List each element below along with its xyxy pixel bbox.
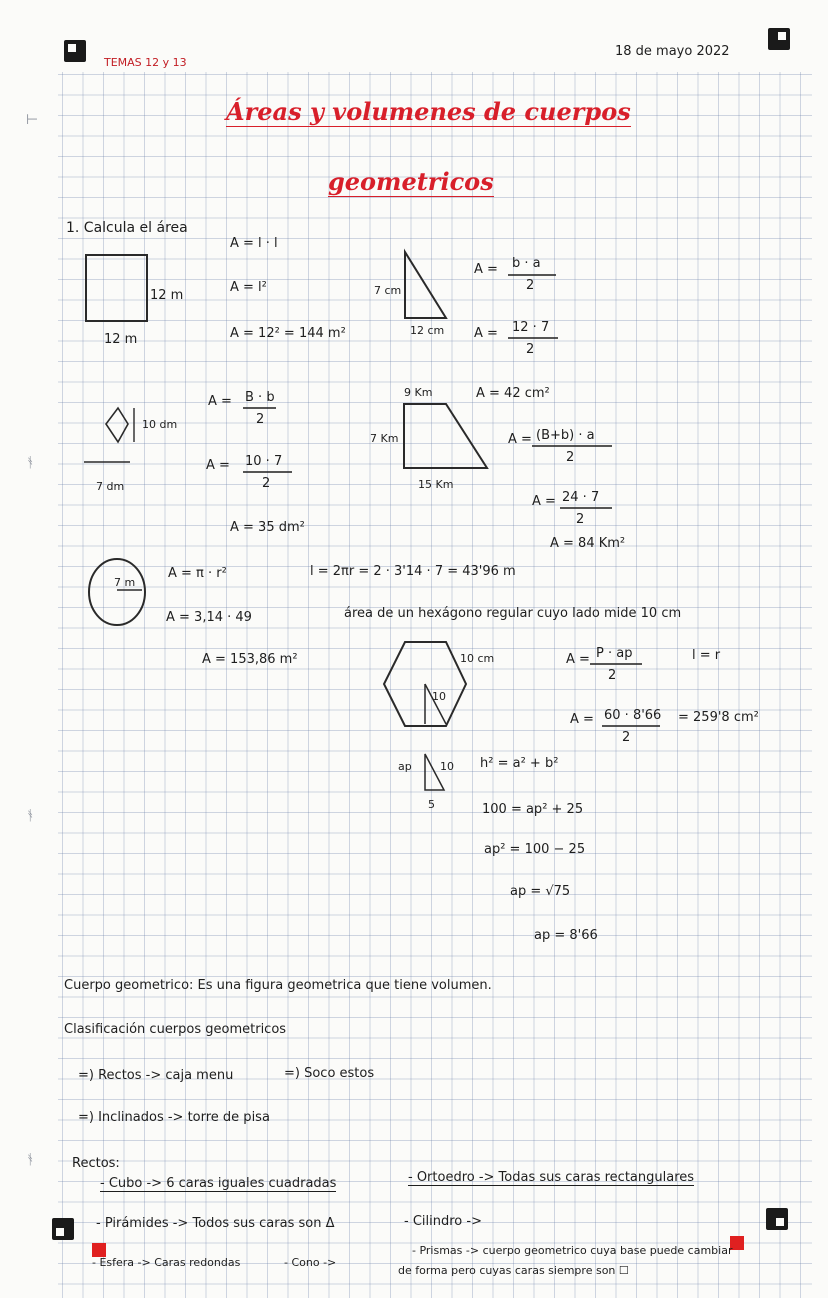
trapezoid-formula-2-lhs: A =	[532, 494, 556, 509]
triangle-base-label: 12 cm	[410, 324, 445, 337]
rectos-item-2: =) Soco estos	[284, 1066, 375, 1081]
circle-formula-1: A = π · r²	[168, 566, 227, 581]
cubo-item: - Cubo -> 6 caras iguales cuadradas	[100, 1176, 337, 1191]
hexagon-l-eq-r: l = r	[692, 648, 721, 663]
apothem-label: ap	[398, 760, 412, 773]
triangle-formula-1-lhs: A =	[474, 262, 498, 277]
square-formula-3: A = 12² = 144 m²	[230, 326, 346, 341]
trapezoid-result: A = 84 Km²	[550, 536, 626, 551]
triangle-formula-2-den: 2	[526, 342, 535, 357]
rhombus-formula-1-lhs: A =	[208, 394, 232, 409]
rhombus-D-label: 10 dm	[142, 418, 178, 431]
hexagon-formula-2-result: = 259'8 cm²	[678, 710, 759, 725]
square-side-label: 12 m	[150, 288, 184, 303]
margin-mark-icon: ᚬ	[26, 455, 35, 471]
hexagon-inner-label: 10	[432, 690, 446, 703]
hypotenuse-label: 10	[440, 760, 454, 773]
pythagoras-5: ap = 8'66	[534, 928, 598, 943]
triangle-formula-1-num: b · a	[512, 256, 541, 271]
pythagoras-1: h² = a² + b²	[480, 756, 559, 771]
topic-label: TEMAS 12 y 13	[104, 56, 187, 69]
circle-radius-label: 7 m	[114, 576, 136, 589]
triangle-formula-1-den: 2	[526, 278, 535, 293]
trapezoid-formula-1-num: (B+b) · a	[536, 428, 595, 443]
trapezoid-shape	[404, 404, 487, 468]
rhombus-formula-2-lhs: A =	[206, 458, 230, 473]
rhombus-formula-2-den: 2	[262, 476, 271, 491]
esfera-item: - Esfera -> Caras redondas	[92, 1256, 241, 1269]
rectos-heading: Rectos:	[72, 1156, 120, 1171]
prismas-item-2: de forma pero cuyas caras siempre son ☐	[398, 1264, 629, 1277]
rhombus-formula-1-den: 2	[256, 412, 265, 427]
rhombus-shape	[106, 408, 128, 442]
pythagoras-2: 100 = ap² + 25	[482, 802, 584, 817]
triangle-height-label: 7 cm	[374, 284, 402, 297]
circle-perimeter: l = 2πr = 2 · 3'14 · 7 = 43'96 m	[310, 564, 516, 579]
trapezoid-height-label: 7 Km	[370, 432, 399, 445]
hexagon-formula-1-den: 2	[608, 668, 617, 683]
trapezoid-formula-1-lhs: A =	[508, 432, 532, 447]
pythagoras-3: ap² = 100 − 25	[484, 842, 586, 857]
circle-result: A = 153,86 m²	[202, 652, 298, 667]
trapezoid-bottom-label: 15 Km	[418, 478, 454, 491]
hexagon-formula-1-lhs: A =	[566, 652, 590, 667]
rhombus-result: A = 35 dm²	[230, 520, 305, 535]
piramides-item: - Pirámides -> Todos sus caras son Δ	[96, 1216, 335, 1231]
hexagon-formula-2-den: 2	[622, 730, 631, 745]
margin-mark-icon: ᚬ	[26, 808, 35, 824]
circle-formula-2: A = 3,14 · 49	[166, 610, 252, 625]
triangle-formula-2-num: 12 · 7	[512, 320, 550, 335]
classification-heading: Clasificación cuerpos geometricos	[64, 1022, 287, 1037]
ortoedro-item: - Ortoedro -> Todas sus caras rectangulares	[408, 1170, 695, 1185]
inclinados-item: =) Inclinados -> torre de pisa	[78, 1110, 270, 1125]
base-label: 5	[428, 798, 435, 811]
rhombus-d-label: 7 dm	[96, 480, 125, 493]
trapezoid-formula-2-num: 24 · 7	[562, 490, 600, 505]
rhombus-formula-1-num: B · b	[245, 390, 275, 405]
trapezoid-formula-2-den: 2	[576, 512, 585, 527]
date-label: 18 de mayo 2022	[615, 44, 730, 59]
triangle-shape	[405, 252, 446, 318]
cono-item: - Cono ->	[284, 1256, 337, 1269]
margin-mark-icon: ⊢	[26, 112, 39, 128]
cilindro-item: - Cilindro ->	[404, 1214, 482, 1229]
triangle-formula-2-lhs: A =	[474, 326, 498, 341]
page-title-line2: geometricos	[328, 167, 494, 196]
triangle-result: A = 42 cm²	[476, 386, 550, 401]
page-title: Áreas y volumenes de cuerpos	[226, 97, 631, 126]
hexagon-formula-1-num: P · ap	[596, 646, 633, 661]
hexagon-heading: área de un hexágono regular cuyo lado mide 10 cm	[344, 606, 682, 621]
square-formula-1: A = l · l	[230, 236, 278, 251]
circle-shape	[89, 559, 145, 625]
exercise-heading: 1. Calcula el área	[66, 220, 188, 236]
trapezoid-top-label: 9 Km	[404, 386, 433, 399]
hexagon-side-label: 10 cm	[460, 652, 495, 665]
definition-text: Cuerpo geometrico: Es una figura geometrica que tiene volumen.	[64, 978, 492, 993]
pythagoras-4: ap = √75	[510, 884, 571, 899]
square-bottom-label: 12 m	[104, 332, 138, 347]
rectos-item: =) Rectos -> caja menu	[78, 1068, 234, 1083]
prismas-item: - Prismas -> cuerpo geometrico cuya base puede cambiar	[412, 1244, 733, 1257]
square-formula-2: A = l²	[230, 280, 267, 295]
rhombus-formula-2-num: 10 · 7	[245, 454, 283, 469]
margin-mark-icon: ᚬ	[26, 1152, 35, 1168]
trapezoid-formula-1-den: 2	[566, 450, 575, 465]
hexagon-formula-2-num: 60 · 8'66	[604, 708, 662, 723]
square-shape	[86, 255, 147, 321]
hexagon-formula-2-lhs: A =	[570, 712, 594, 727]
